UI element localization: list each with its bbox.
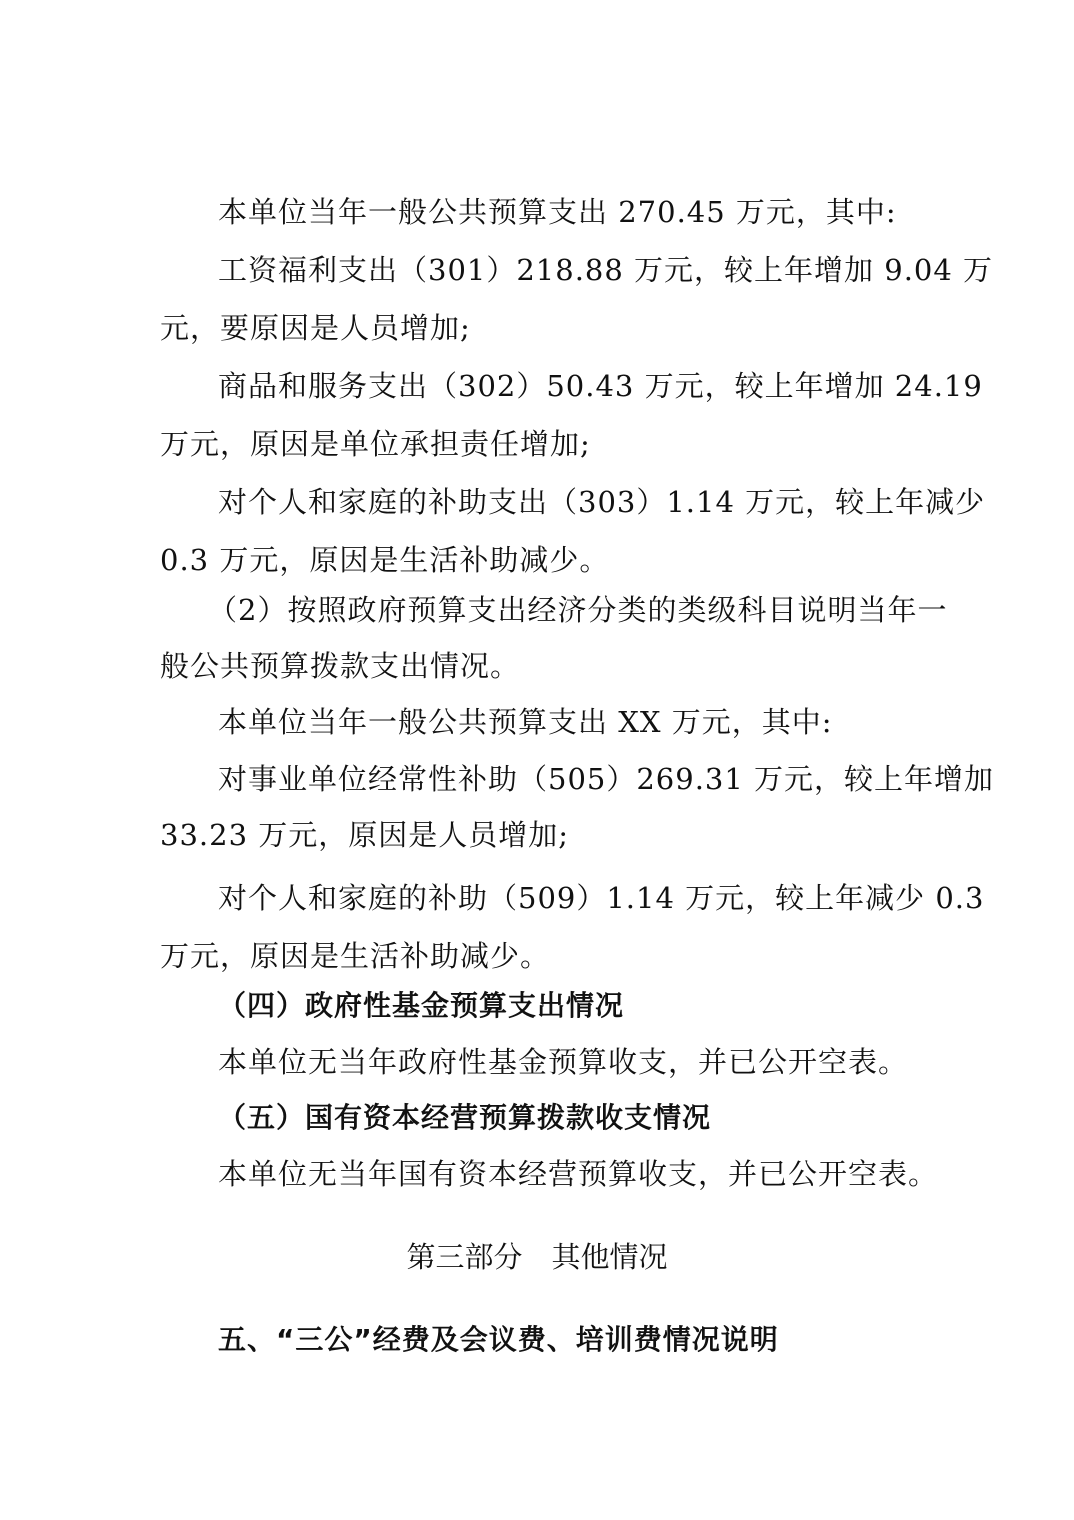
- section-heading: 五、“三公”经费及会议费、培训费情况说明: [218, 1323, 779, 1356]
- paragraph-line: 对个人和家庭的补助（509）1.14 万元，较上年减少 0.3: [218, 881, 985, 915]
- paragraph-line: 0.3 万元，原因是生活补助减少。: [160, 543, 610, 577]
- section-heading: （五）国有资本经营预算拨款收支情况: [218, 1101, 712, 1134]
- paragraph-line: 般公共预算拨款支出情况。: [160, 649, 521, 683]
- paragraph-line: 对个人和家庭的补助支出（303）1.14 万元，较上年减少: [218, 485, 986, 519]
- paragraph-line: 本单位无当年政府性基金预算收支，并已公开空表。: [218, 1045, 909, 1079]
- paragraph-line: 元，要原因是人员增加;: [160, 311, 471, 345]
- paragraph-line: 万元，原因是生活补助减少。: [160, 939, 551, 973]
- paragraph-line: 万元，原因是单位承担责任增加;: [160, 427, 591, 461]
- paragraph-line: 33.23 万元，原因是人员增加;: [160, 818, 570, 852]
- paragraph-line: 工资福利支出（301）218.88 万元，较上年增加 9.04 万: [218, 253, 994, 287]
- paragraph-line: （2）按照政府预算支出经济分类的类级科目说明当年一: [208, 593, 948, 627]
- section-heading: （四）政府性基金预算支出情况: [218, 989, 625, 1022]
- paragraph-line: 本单位当年一般公共预算支出 XX 万元，其中:: [218, 705, 833, 739]
- paragraph-line: 商品和服务支出（302）50.43 万元，较上年增加 24.19: [218, 369, 983, 403]
- paragraph-line: 本单位无当年国有资本经营预算收支，并已公开空表。: [218, 1157, 939, 1191]
- paragraph-line: 对事业单位经常性补助（505）269.31 万元，较上年增加: [218, 762, 995, 796]
- paragraph-line: 本单位当年一般公共预算支出 270.45 万元，其中:: [218, 195, 897, 229]
- part-title: 第三部分 其他情况: [406, 1240, 668, 1274]
